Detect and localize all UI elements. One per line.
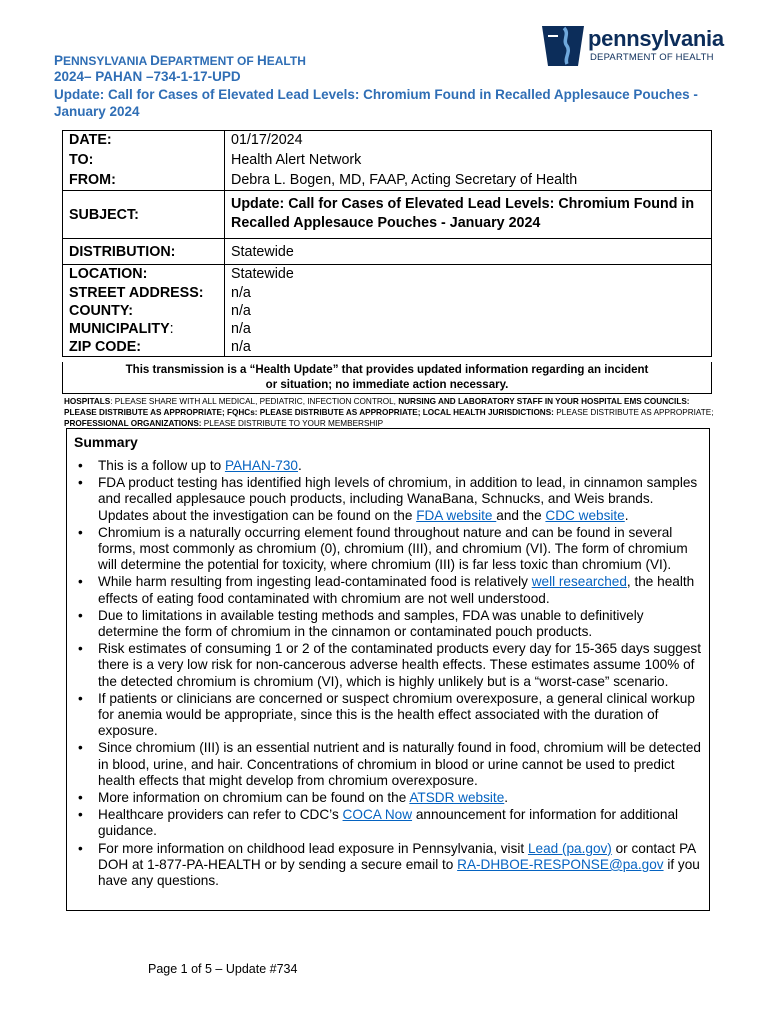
list-item: • FDA product testing has identified high levels of chromium, in addition to lead, in cinnamon samples and recalled applesauce pouch products, including WanaBana, Schnucks, and Weis brands. Updates about the investigation can be found on the FDA website and the CDC website.	[78, 475, 698, 523]
date-label: DATE:	[63, 131, 225, 150]
list-item: • While harm resulting from ingesting lead-contaminated food is relatively well researched, the health effects of eating food contaminated with chromium are not well understood.	[78, 574, 695, 606]
cdc-website-link[interactable]: CDC website	[545, 507, 625, 523]
pahan-730-link[interactable]: PAHAN-730	[224, 458, 298, 473]
subject-label: SUBJECT:	[63, 191, 225, 239]
agency-name: PENNSYLVANIA DEPARTMENT OF HEALTH	[54, 53, 306, 68]
list-item: • Healthcare providers can refer to CDC’s COCA Now announcement for information for additional guidance.	[78, 807, 679, 839]
bullet-icon: •	[78, 690, 83, 706]
response-email-link[interactable]: RA-DHBOE-RESPONSE@pa.gov	[457, 856, 664, 872]
from-label: FROM:	[63, 171, 225, 191]
bullet-icon: •	[78, 607, 83, 623]
bullet-icon: •	[78, 458, 83, 473]
list-item: • This is a follow up to PAHAN-730.	[78, 458, 302, 473]
summary-list	[74, 458, 702, 889]
bullet-icon: •	[78, 475, 83, 491]
bullet-icon: •	[78, 524, 83, 540]
summary-title: Summary	[74, 434, 138, 450]
distribution-label: DISTRIBUTION:	[63, 239, 225, 265]
bullet-icon: •	[78, 807, 83, 823]
from-value: Debra L. Bogen, MD, FAAP, Acting Secretary of Health	[225, 171, 712, 191]
well-researched-link[interactable]: well researched	[531, 574, 627, 590]
zip-code-label: ZIP CODE:	[63, 338, 225, 357]
alert-number: 2024– PAHAN –734-1-17-UPD	[54, 69, 241, 84]
pa-doh-logo	[540, 22, 724, 68]
bullet-icon: •	[78, 790, 83, 806]
atsdr-website-link[interactable]: ATSDR website	[409, 790, 505, 806]
location-value: Statewide	[225, 265, 712, 284]
street-address-value: n/a	[225, 284, 712, 302]
list-item: • More information on chromium can be found on the ATSDR website.	[78, 790, 509, 806]
list-item: • Risk estimates of consuming 1 or 2 of the contaminated products every day for 15-365 days suggest there is a very low risk for non-cancerous adverse health effects. These estimates assume 100% of the detected chromium is chromium (VI), which is highly unlikely but is a “worst-case” scenario.	[78, 641, 701, 689]
list-item: • For more information on childhood lead exposure in Pennsylvania, visit Lead (pa.gov) or contact PA DOH at 1-877-PA-HEALTH or by sending a secure email to RA-DHBOE-RESPONSE@pa.gov if you have any questions.	[78, 840, 700, 889]
municipality-value: n/a	[225, 320, 712, 338]
logo-subtitle: DEPARTMENT OF HEALTH	[590, 52, 714, 63]
keystone-logo-icon	[540, 22, 586, 68]
county-value: n/a	[225, 302, 712, 320]
to-label: TO:	[63, 150, 225, 171]
bullet-icon: •	[78, 641, 83, 657]
summary-box	[66, 428, 710, 911]
transmission-note: This transmission is a “Health Update” that provides updated information regarding an incident or situation; no immediate action necessary.	[62, 362, 712, 394]
fda-website-link[interactable]: FDA website	[416, 507, 497, 523]
list-item: • If patients or clinicians are concerned or suspect chromium overexposure, a general clinical workup for anemia would be appropriate, since this is the health effect associated with the duration of exposure.	[78, 690, 695, 739]
distribution-note: HOSPITALS: PLEASE SHARE WITH ALL MEDICAL, PEDIATRIC, INFECTION CONTROL, NURSING AND LABORATORY STAFF IN YOUR HOSPITAL EMS COUNCILS: PLEASE DISTRIBUTE AS APPROPRIATE; FQHCs: PLEASE DISTRIBUTE AS APPROPRIATE; LOCAL HEALTH JURISDICTIONS: PLEASE DISTRIBUTE AS APPROPRIATE; PROFESSIONAL ORGANIZATIONS: PLEASE DISTRIBUTE TO YOUR MEMBERSHIP	[64, 397, 714, 428]
list-item: • Since chromium (III) is an essential nutrient and is naturally found in food, chromium will be detected in blood, urine, and hair. Concentrations of chromium in blood or urine cannot be used to predict health effects that might develop from chromium overexposure.	[78, 740, 701, 788]
street-address-label: STREET ADDRESS:	[63, 284, 225, 302]
county-label: COUNTY:	[63, 302, 225, 320]
subject-value: Update: Call for Cases of Elevated Lead Levels: Chromium Found in Recalled Applesauce Pouches - January 2024	[225, 191, 712, 239]
alert-metadata-table	[62, 130, 712, 357]
list-item: • Due to limitations in available testing methods and samples, FDA was unable to definitively determine the form of chromium in the cinnamon or contaminated pouch products.	[78, 607, 644, 640]
distribution-value: Statewide	[225, 239, 712, 265]
bullet-icon: •	[78, 574, 83, 590]
location-label: LOCATION:	[63, 265, 225, 284]
page-footer: Page 1 of 5 – Update #734	[148, 962, 298, 976]
coca-now-link[interactable]: COCA Now	[342, 807, 413, 823]
alert-title: Update: Call for Cases of Elevated Lead Levels: Chromium Found in Recalled Applesauce Pouches - January 2024	[54, 87, 698, 119]
municipality-label: MUNICIPALITY:	[63, 320, 225, 338]
logo-wordmark: pennsylvania	[588, 26, 724, 51]
list-item: • Chromium is a naturally occurring element found throughout nature and can be found in several forms, most commonly as chromium (0), chromium (III), and chromium (VI). The form of chromium will determine the potential for toxicity, where chromium (III) is far less toxic than chromium (VI).	[78, 524, 688, 573]
bullet-icon: •	[78, 840, 83, 856]
zip-code-value: n/a	[225, 338, 712, 357]
date-value: 01/17/2024	[225, 131, 712, 150]
bullet-icon: •	[78, 740, 83, 756]
to-value: Health Alert Network	[225, 150, 712, 171]
lead-pa-gov-link[interactable]: Lead (pa.gov)	[527, 840, 612, 856]
